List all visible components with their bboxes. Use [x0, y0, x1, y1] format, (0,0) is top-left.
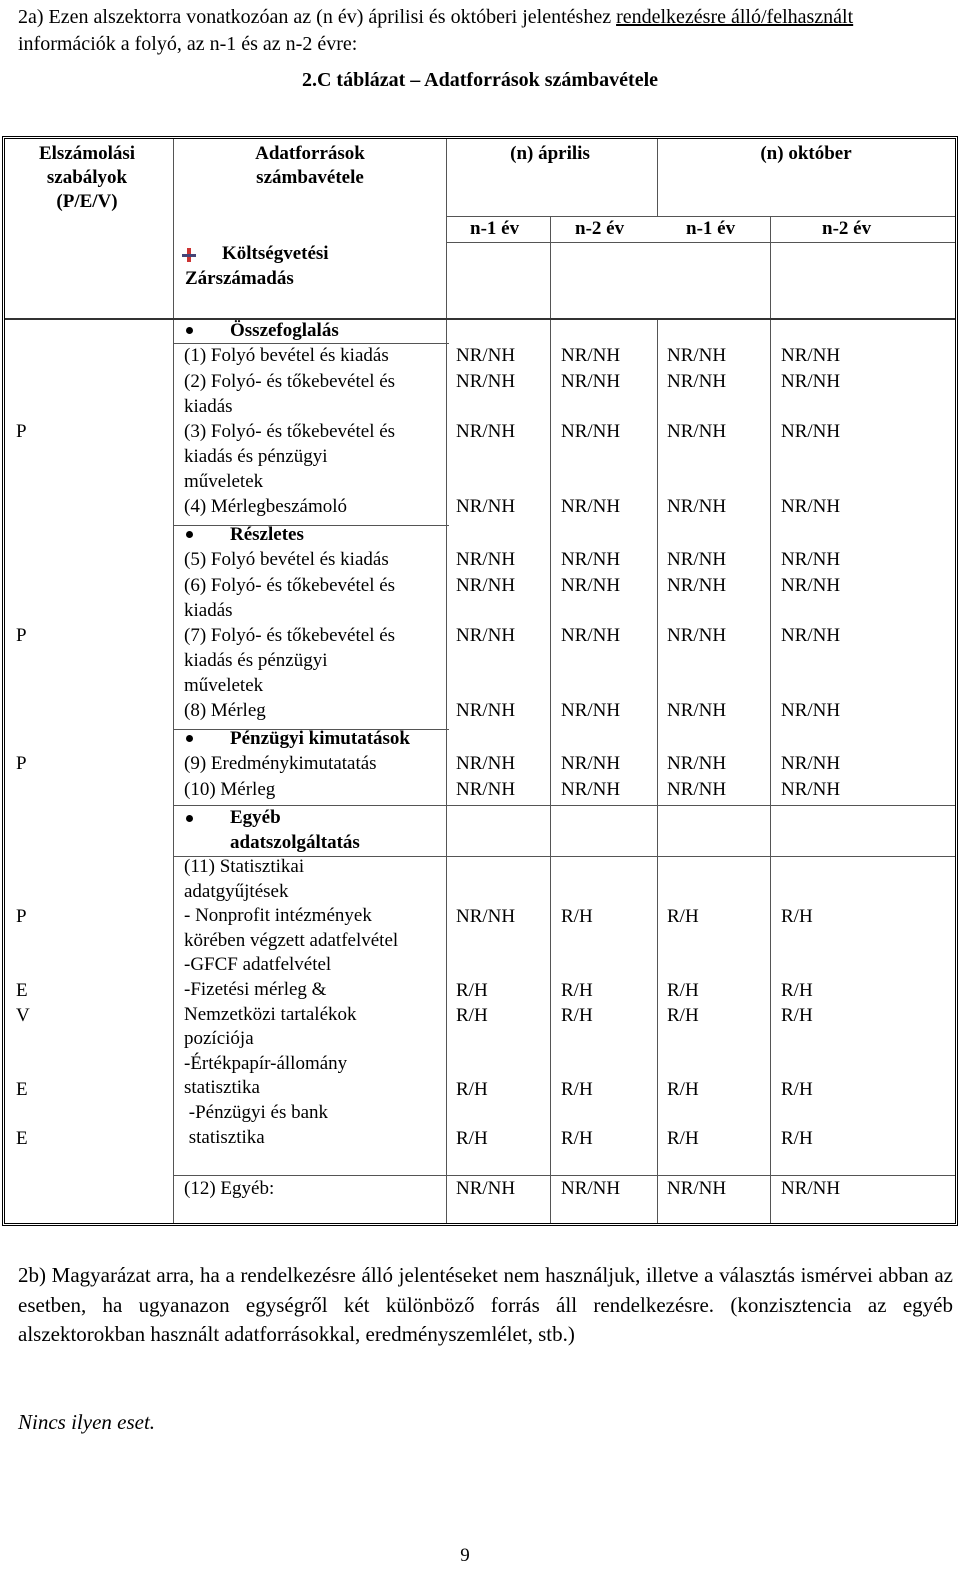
- table-cell: NR/NH: [781, 1178, 841, 1199]
- intro-paragraph: [18, 4, 953, 58]
- header-april: (n) április: [510, 143, 590, 164]
- section-egyeb: Egyéb adatszolgáltatás: [230, 807, 360, 853]
- table-cell: NR/NH: [456, 549, 516, 570]
- table-cell: NR/NH: [781, 575, 841, 596]
- rule-group-4-e3: E: [16, 1128, 28, 1149]
- header-year-3: n-1 év: [686, 218, 736, 239]
- table-cell: NR/NH: [667, 779, 727, 800]
- table-cell: R/H: [456, 1005, 488, 1026]
- table-cell: NR/NH: [456, 906, 516, 927]
- data-sources-table: [2, 136, 958, 1226]
- table-cell: R/H: [667, 1128, 699, 1149]
- header-rules: Elszámolási szabályok (P/E/V): [38, 143, 136, 212]
- section-penzugyi: Pénzügyi kimutatások: [230, 728, 410, 749]
- table-cell: NR/NH: [561, 700, 621, 721]
- table-cell: NR/NH: [561, 625, 621, 646]
- table-cell: R/H: [667, 1005, 699, 1026]
- row-label: (7) Folyó- és tőkebevétel és kiadás és pénzügyi műveletek: [184, 625, 396, 696]
- table-cell: NR/NH: [781, 779, 841, 800]
- table-cell: NR/NH: [667, 1178, 727, 1199]
- table-cell: NR/NH: [456, 496, 516, 517]
- table-cell: NR/NH: [456, 753, 516, 774]
- row-label: (9) Eredménykimutatatás: [184, 753, 377, 774]
- table-cell: NR/NH: [781, 700, 841, 721]
- table-cell: NR/NH: [561, 421, 621, 442]
- table-cell: R/H: [456, 1128, 488, 1149]
- row-label: (10) Mérleg: [184, 779, 276, 800]
- table-cell: NR/NH: [456, 1178, 516, 1199]
- grid-marker-icon: [182, 248, 196, 262]
- table-cell: NR/NH: [561, 345, 621, 366]
- rule-group-4-e2: E: [16, 1079, 28, 1100]
- rule-group-2: P: [16, 625, 27, 646]
- row-label: (1) Folyó bevétel és kiadás: [184, 345, 389, 366]
- table-cell: NR/NH: [667, 371, 727, 392]
- bullet-icon: [186, 735, 193, 742]
- table-caption: 2.C táblázat – Adatforrások számbavétele: [301, 69, 659, 91]
- table-cell: R/H: [667, 980, 699, 1001]
- table-cell: NR/NH: [456, 575, 516, 596]
- table-cell: NR/NH: [781, 371, 841, 392]
- table-cell: NR/NH: [667, 496, 727, 517]
- table-cell: NR/NH: [667, 753, 727, 774]
- table-cell: R/H: [561, 1005, 593, 1026]
- table-cell: NR/NH: [561, 1178, 621, 1199]
- intro-text: 2a) Ezen alszektorra vonatkozóan az (n év) áprilisi és októberi jelentéshez: [18, 6, 617, 28]
- rule-group-1: P: [16, 421, 27, 442]
- table-cell: R/H: [561, 906, 593, 927]
- row-label: (12) Egyéb:: [184, 1178, 275, 1199]
- rule-group-4-p: P: [16, 906, 27, 927]
- header-sources: Adatforrások számbavétele: [255, 143, 365, 188]
- row-label-statisztikai: (11) Statisztikai adatgyűjtések - Nonprofit intézmények körében végzett adatfelvétel -GFCF adatfelvétel -Fizetési mérleg & Nemzetközi tartalékok pozíciója -Értékpapír-állomány statisztika -Pénzügyi és bank statisztika: [184, 856, 399, 1148]
- bullet-icon: [186, 815, 193, 822]
- header-october: (n) október: [760, 143, 852, 164]
- table-cell: NR/NH: [667, 700, 727, 721]
- table-cell: NR/NH: [561, 575, 621, 596]
- rule-group-4-v: V: [16, 1005, 30, 1026]
- header-sub-zarszamadas: Zárszámadás: [185, 268, 294, 289]
- row-label: (5) Folyó bevétel és kiadás: [184, 549, 389, 570]
- table-cell: NR/NH: [667, 421, 727, 442]
- header-year-2: n-2 év: [575, 218, 625, 239]
- table-cell: NR/NH: [561, 371, 621, 392]
- rule-group-4-e: E: [16, 980, 28, 1001]
- table-cell: NR/NH: [781, 496, 841, 517]
- table-cell: R/H: [781, 1128, 813, 1149]
- table-cell: NR/NH: [456, 625, 516, 646]
- bullet-icon: [186, 327, 193, 334]
- header-sub-koltsegvetesi: Költségvetési: [222, 243, 329, 264]
- table-cell: R/H: [667, 906, 699, 927]
- section-2b-paragraph: 2b) Magyarázat arra, ha a rendelkezésre álló jelentéseket nem használjuk, illetve a választás ismérvei abban az esetben, ha ugyanazon egységről két különböző forrás áll rendelkezésre. (konzisztencia az egyéb alszektorokban használt adatforrásokkal, eredményszemlélet, stb.): [18, 1263, 953, 1346]
- table-cell: NR/NH: [667, 345, 727, 366]
- table-cell: NR/NH: [781, 345, 841, 366]
- table-cell: R/H: [561, 1079, 593, 1100]
- rule-group-3: P: [16, 753, 27, 774]
- table-cell: NR/NH: [781, 421, 841, 442]
- intro-underlined: rendelkezésre álló/felhasznált: [616, 6, 854, 28]
- table-cell: R/H: [781, 980, 813, 1001]
- table-cell: R/H: [456, 980, 488, 1001]
- table-cell: NR/NH: [561, 779, 621, 800]
- header-year-1: n-1 év: [470, 218, 520, 239]
- intro-text-end: információk a folyó, az n-1 és az n-2 évre:: [18, 33, 358, 55]
- row-label: (8) Mérleg: [184, 700, 266, 721]
- table-cell: NR/NH: [456, 345, 516, 366]
- table-cell: R/H: [781, 906, 813, 927]
- table-cell: NR/NH: [456, 371, 516, 392]
- table-cell: R/H: [561, 980, 593, 1001]
- table-cell: R/H: [561, 1128, 593, 1149]
- table-cell: NR/NH: [456, 421, 516, 442]
- header-year-4: n-2 év: [822, 218, 872, 239]
- page-number: 9: [460, 1545, 470, 1566]
- bullet-icon: [186, 531, 193, 538]
- section-osszefoglalas: Összefoglalás: [230, 320, 339, 341]
- table-cell: NR/NH: [667, 625, 727, 646]
- section-reszletes: Részletes: [230, 524, 304, 545]
- table-cell: NR/NH: [667, 575, 727, 596]
- table-cell: R/H: [456, 1079, 488, 1100]
- no-such-case-note: Nincs ilyen eset.: [18, 1410, 156, 1434]
- table-cell: NR/NH: [561, 496, 621, 517]
- table-cell: NR/NH: [561, 549, 621, 570]
- table-cell: NR/NH: [781, 625, 841, 646]
- table-cell: R/H: [781, 1079, 813, 1100]
- table-cell: R/H: [667, 1079, 699, 1100]
- row-label: (3) Folyó- és tőkebevétel és kiadás és pénzügyi műveletek: [184, 421, 396, 492]
- table-cell: NR/NH: [456, 700, 516, 721]
- row-label: (6) Folyó- és tőkebevétel és kiadás: [184, 575, 396, 621]
- table-cell: NR/NH: [667, 549, 727, 570]
- table-cell: NR/NH: [781, 753, 841, 774]
- table-cell: NR/NH: [781, 549, 841, 570]
- row-label: (2) Folyó- és tőkebevétel és kiadás: [184, 371, 396, 417]
- table-cell: NR/NH: [456, 779, 516, 800]
- table-cell: NR/NH: [561, 753, 621, 774]
- row-label: (4) Mérlegbeszámoló: [184, 496, 348, 517]
- table-cell: R/H: [781, 1005, 813, 1026]
